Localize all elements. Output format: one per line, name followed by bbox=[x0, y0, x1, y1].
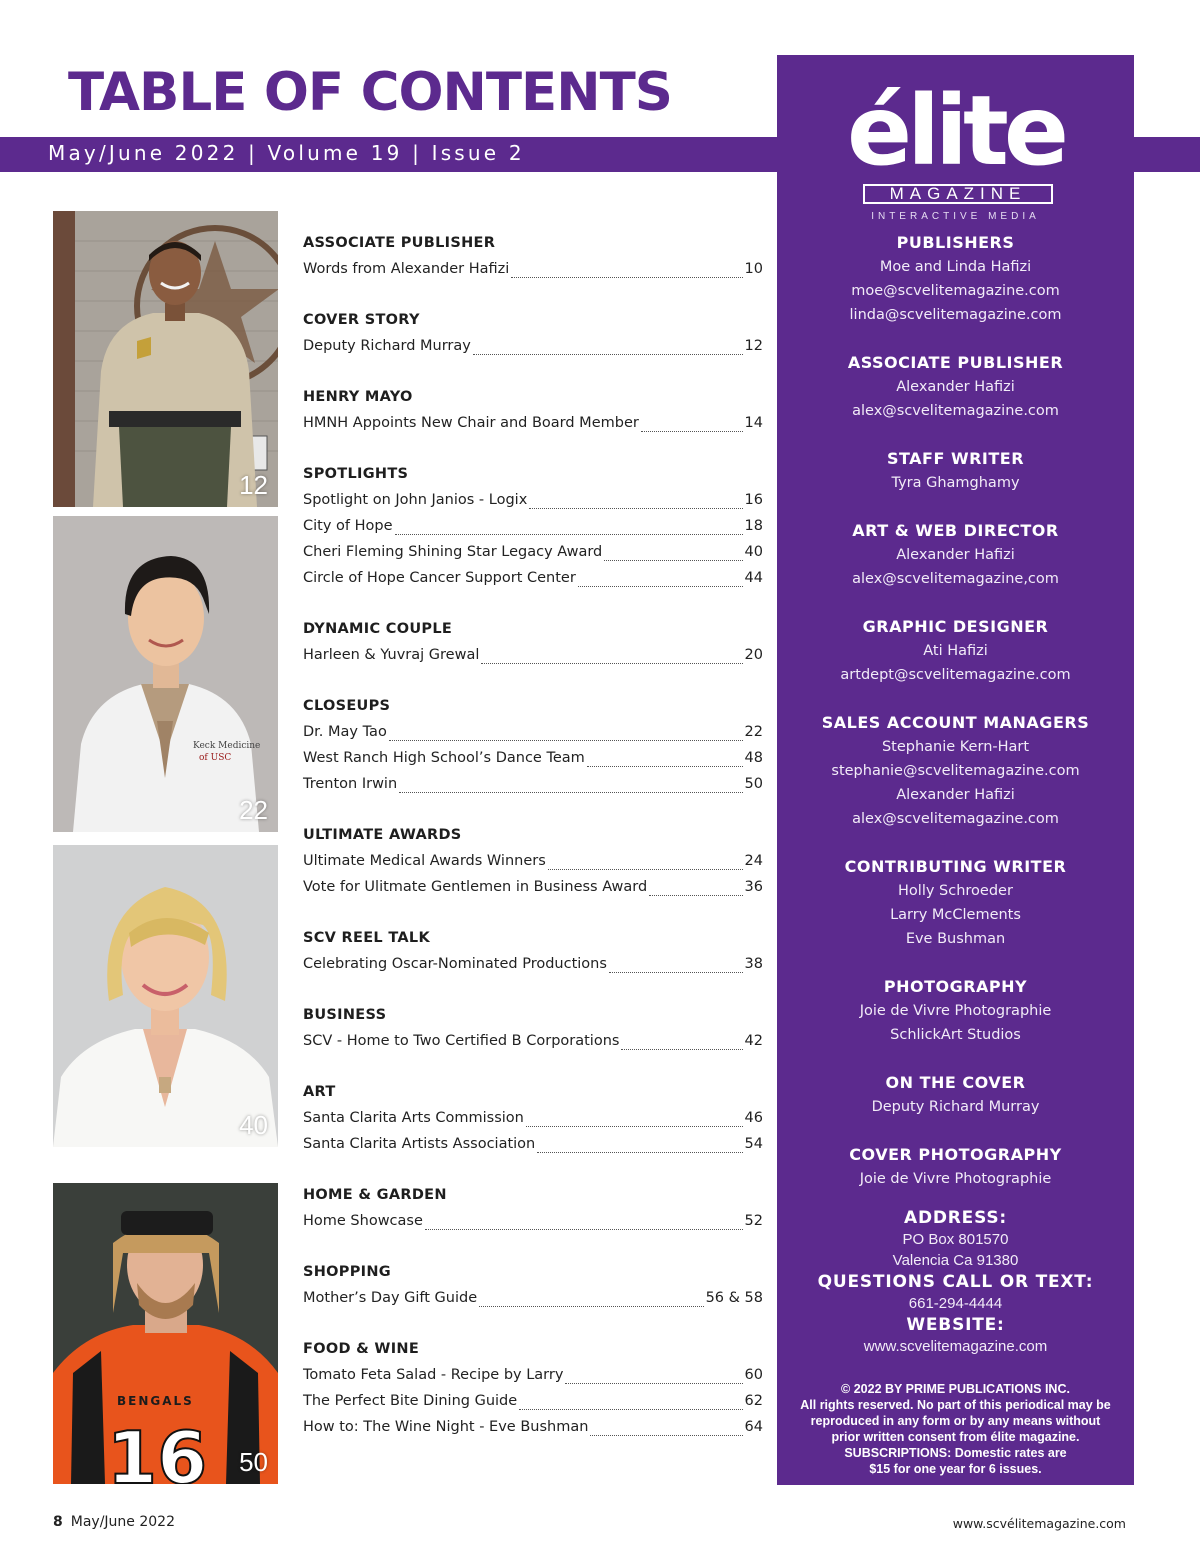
dot-leader bbox=[425, 1229, 743, 1230]
toc-section-heading: ULTIMATE AWARDS bbox=[303, 827, 462, 843]
toc-entry-title: HMNH Appoints New Chair and Board Member bbox=[303, 415, 639, 431]
legal-line: SUBSCRIPTIONS: Domestic rates are bbox=[844, 1446, 1067, 1460]
contact-info bbox=[777, 1207, 1134, 1357]
legal-line: All rights reserved. No part of this periodical may be bbox=[800, 1398, 1111, 1412]
staff-name: Larry McClements bbox=[890, 907, 1021, 923]
staff-list bbox=[777, 231, 1134, 1191]
toc-entry[interactable] bbox=[303, 1362, 763, 1388]
toc-entry[interactable] bbox=[303, 719, 763, 745]
staff-name: Alexander Hafizi bbox=[896, 787, 1015, 803]
elite-logo bbox=[777, 65, 1134, 222]
toc-entry[interactable] bbox=[303, 745, 763, 771]
toc-entry-title: SCV - Home to Two Certified B Corporations bbox=[303, 1033, 620, 1049]
toc-section-heading: SHOPPING bbox=[303, 1264, 391, 1280]
section-spacer bbox=[303, 797, 763, 822]
dot-leader bbox=[565, 1383, 742, 1384]
dot-leader bbox=[479, 1306, 703, 1307]
staff-name: Ati Hafizi bbox=[923, 643, 988, 659]
legal-line: prior written consent from élite magazine. bbox=[831, 1430, 1080, 1444]
toc-entry-page: 38 bbox=[744, 956, 763, 972]
toc-entry-title: City of Hope bbox=[303, 518, 393, 534]
footer-website: www.scvélitemagazine.com bbox=[952, 1516, 1126, 1531]
toc-entry[interactable] bbox=[303, 333, 763, 359]
dot-leader bbox=[395, 534, 743, 535]
contact-label: ADDRESS: bbox=[903, 1208, 1007, 1228]
dot-leader bbox=[548, 869, 743, 870]
toc-entry[interactable] bbox=[303, 539, 763, 565]
toc-entry[interactable] bbox=[303, 951, 763, 977]
staff-name: Joie de Vivre Photographie bbox=[859, 1171, 1052, 1187]
dot-leader bbox=[481, 663, 742, 664]
toc-entry[interactable] bbox=[303, 1028, 763, 1054]
photo-doctor bbox=[53, 516, 278, 832]
svg-text:Keck Medicine: Keck Medicine bbox=[193, 741, 261, 751]
staff-email[interactable]: artdept@scvelitemagazine.com bbox=[840, 667, 1071, 683]
contact-value: PO Box 801570 bbox=[902, 1231, 1009, 1248]
toc-section-heading: HENRY MAYO bbox=[303, 389, 413, 405]
dot-leader bbox=[399, 792, 742, 793]
toc-entry[interactable] bbox=[303, 410, 763, 436]
toc-entry-page: 44 bbox=[744, 570, 763, 586]
toc-entry[interactable] bbox=[303, 1105, 763, 1131]
staff-email[interactable]: linda@scvelitemagazine.com bbox=[849, 307, 1062, 323]
photo-woman bbox=[53, 845, 278, 1147]
masthead-sidebar bbox=[777, 55, 1134, 1485]
section-spacer bbox=[303, 591, 763, 616]
toc-entry-title: Dr. May Tao bbox=[303, 724, 387, 740]
page-number: 8 bbox=[53, 1514, 63, 1530]
section-spacer bbox=[303, 668, 763, 693]
toc-entry-title: Words from Alexander Hafizi bbox=[303, 261, 510, 277]
staff-spacer bbox=[777, 591, 1134, 615]
section-spacer bbox=[303, 436, 763, 461]
contact-value: Valencia Ca 91380 bbox=[892, 1252, 1019, 1269]
staff-spacer bbox=[777, 327, 1134, 351]
svg-text:BENGALS: BENGALS bbox=[117, 1394, 194, 1408]
photo-page-number: 40 bbox=[239, 1110, 268, 1140]
dot-leader bbox=[590, 1435, 742, 1436]
dot-leader bbox=[609, 972, 743, 973]
issue-line: May/June 2022 | Volume 19 | Issue 2 bbox=[48, 141, 525, 165]
dot-leader bbox=[604, 560, 742, 561]
toc-entry-page: 56 & 58 bbox=[705, 1290, 763, 1306]
toc-section-heading: ASSOCIATE PUBLISHER bbox=[303, 235, 496, 251]
section-spacer bbox=[303, 1157, 763, 1182]
toc-entry-page: 10 bbox=[744, 261, 763, 277]
contact-value[interactable]: www.scvelitemagazine.com bbox=[863, 1338, 1048, 1355]
dot-leader bbox=[587, 766, 743, 767]
deputy-illustration bbox=[53, 211, 278, 507]
toc-entry-title: Deputy Richard Murray bbox=[303, 338, 471, 354]
toc-entry[interactable] bbox=[303, 487, 763, 513]
staff-role: PHOTOGRAPHY bbox=[883, 977, 1028, 996]
staff-name: Stephanie Kern-Hart bbox=[881, 739, 1030, 755]
photo-football-player bbox=[53, 1183, 278, 1484]
toc-section-heading: DYNAMIC COUPLE bbox=[303, 621, 453, 637]
staff-spacer bbox=[777, 1119, 1134, 1143]
staff-email[interactable]: alex@scvelitemagazine.com bbox=[852, 811, 1059, 827]
staff-role: ART & WEB DIRECTOR bbox=[852, 521, 1059, 540]
toc-entry-title: Tomato Feta Salad - Recipe by Larry bbox=[303, 1367, 564, 1383]
staff-role: STAFF WRITER bbox=[886, 449, 1025, 468]
toc-entry[interactable] bbox=[303, 874, 763, 900]
staff-name: Tyra Ghamghamy bbox=[891, 475, 1020, 491]
toc-entry-page: 40 bbox=[744, 544, 763, 560]
toc-section-heading: SCV REEL TALK bbox=[303, 930, 430, 946]
contact-value: 661-294-4444 bbox=[908, 1295, 1003, 1312]
staff-name: Joie de Vivre Photographie bbox=[859, 1003, 1052, 1019]
toc-entry-page: 50 bbox=[744, 776, 763, 792]
staff-spacer bbox=[777, 495, 1134, 519]
toc-entry-title: Ultimate Medical Awards Winners bbox=[303, 853, 546, 869]
toc-section-heading: CLOSEUPS bbox=[303, 698, 391, 714]
toc-entry-page: 64 bbox=[744, 1419, 763, 1435]
legal-notice bbox=[777, 1381, 1134, 1477]
toc-list bbox=[303, 230, 763, 1440]
toc-entry-title: Cheri Fleming Shining Star Legacy Award bbox=[303, 544, 603, 560]
dot-leader bbox=[473, 354, 743, 355]
toc-entry-page: 12 bbox=[744, 338, 763, 354]
staff-spacer bbox=[777, 831, 1134, 855]
logo-magazine-label: MAGAZINE bbox=[863, 184, 1053, 204]
section-spacer bbox=[303, 359, 763, 384]
contact-label: QUESTIONS CALL OR TEXT: bbox=[817, 1272, 1094, 1292]
logo-tagline: INTERACTIVE MEDIA bbox=[871, 211, 1040, 222]
svg-text:of USC: of USC bbox=[199, 753, 232, 763]
toc-entry-title: Spotlight on John Janios - Logix bbox=[303, 492, 528, 508]
dot-leader bbox=[389, 740, 743, 741]
staff-name: SchlickArt Studios bbox=[890, 1027, 1021, 1043]
staff-email[interactable]: moe@scvelitemagazine.com bbox=[851, 283, 1060, 299]
section-spacer bbox=[303, 282, 763, 307]
staff-role: COVER PHOTOGRAPHY bbox=[849, 1145, 1062, 1164]
staff-spacer bbox=[777, 687, 1134, 711]
toc-entry-title: Santa Clarita Arts Commission bbox=[303, 1110, 524, 1126]
section-spacer bbox=[303, 1234, 763, 1259]
toc-section-heading: BUSINESS bbox=[303, 1007, 387, 1023]
toc-entry-page: 60 bbox=[744, 1367, 763, 1383]
toc-section-heading: COVER STORY bbox=[303, 312, 420, 328]
photo-page-number: 22 bbox=[239, 795, 268, 825]
section-spacer bbox=[303, 977, 763, 1002]
toc-entry[interactable] bbox=[303, 848, 763, 874]
toc-entry-title: How to: The Wine Night - Eve Bushman bbox=[303, 1419, 589, 1435]
dot-leader bbox=[641, 431, 743, 432]
football-player-illustration bbox=[53, 1183, 278, 1484]
toc-section-heading: HOME & GARDEN bbox=[303, 1187, 447, 1203]
footer-issue: May/June 2022 bbox=[70, 1514, 175, 1530]
toc-entry-page: 18 bbox=[744, 518, 763, 534]
section-spacer bbox=[303, 1311, 763, 1336]
toc-entry-title: Home Showcase bbox=[303, 1213, 423, 1229]
toc-entry[interactable] bbox=[303, 1208, 763, 1234]
contact-label: WEBSITE: bbox=[906, 1315, 1005, 1335]
doctor-illustration bbox=[53, 516, 278, 832]
toc-entry[interactable] bbox=[303, 1131, 763, 1157]
section-spacer bbox=[303, 900, 763, 925]
toc-entry-page: 48 bbox=[744, 750, 763, 766]
staff-spacer bbox=[777, 1047, 1134, 1071]
page-title: TABLE OF CONTENTS bbox=[68, 62, 672, 123]
toc-entry-page: 24 bbox=[744, 853, 763, 869]
dot-leader bbox=[578, 586, 743, 587]
toc-entry[interactable] bbox=[303, 1285, 763, 1311]
staff-role: GRAPHIC DESIGNER bbox=[862, 617, 1049, 636]
staff-email[interactable]: stephanie@scvelitemagazine.com bbox=[831, 763, 1080, 779]
photo-page-number: 50 bbox=[239, 1447, 268, 1477]
staff-role: ON THE COVER bbox=[885, 1073, 1026, 1092]
dot-leader bbox=[511, 277, 742, 278]
toc-entry-title: Vote for Ulitmate Gentlemen in Business Award bbox=[303, 879, 648, 895]
toc-entry-page: 20 bbox=[744, 647, 763, 663]
staff-name: Alexander Hafizi bbox=[896, 547, 1015, 563]
toc-entry-title: Circle of Hope Cancer Support Center bbox=[303, 570, 576, 586]
toc-entry-page: 42 bbox=[744, 1033, 763, 1049]
toc-entry-page: 36 bbox=[744, 879, 763, 895]
svg-text:16: 16 bbox=[107, 1416, 208, 1484]
toc-section-heading: FOOD & WINE bbox=[303, 1341, 420, 1357]
toc-entry[interactable] bbox=[303, 513, 763, 539]
woman-illustration bbox=[53, 845, 278, 1147]
toc-entry-title: Santa Clarita Artists Association bbox=[303, 1136, 536, 1152]
legal-line: © 2022 BY PRIME PUBLICATIONS INC. bbox=[841, 1382, 1070, 1396]
staff-name: Alexander Hafizi bbox=[896, 379, 1015, 395]
dot-leader bbox=[526, 1126, 743, 1127]
staff-name: Deputy Richard Murray bbox=[871, 1099, 1040, 1115]
section-spacer bbox=[303, 1054, 763, 1079]
photo-page-number: 12 bbox=[239, 470, 268, 500]
staff-email[interactable]: alex@scvelitemagazine,com bbox=[852, 571, 1059, 587]
toc-section-heading: ART bbox=[303, 1084, 336, 1100]
dot-leader bbox=[519, 1409, 742, 1410]
toc-entry-page: 16 bbox=[744, 492, 763, 508]
toc-entry[interactable] bbox=[303, 642, 763, 668]
toc-entry[interactable] bbox=[303, 1414, 763, 1440]
toc-entry[interactable] bbox=[303, 1388, 763, 1414]
toc-entry-title: Celebrating Oscar-Nominated Productions bbox=[303, 956, 607, 972]
toc-entry-title: West Ranch High School’s Dance Team bbox=[303, 750, 585, 766]
staff-role: SALES ACCOUNT MANAGERS bbox=[821, 713, 1090, 732]
staff-role: CONTRIBUTING WRITER bbox=[844, 857, 1067, 876]
toc-entry-page: 62 bbox=[744, 1393, 763, 1409]
dot-leader bbox=[649, 895, 742, 896]
staff-name: Moe and Linda Hafizi bbox=[879, 259, 1032, 275]
toc-entry-title: Trenton Irwin bbox=[303, 776, 398, 792]
dot-leader bbox=[537, 1152, 742, 1153]
toc-entry-page: 14 bbox=[744, 415, 763, 431]
staff-spacer bbox=[777, 951, 1134, 975]
toc-entry[interactable] bbox=[303, 256, 763, 282]
staff-spacer bbox=[777, 423, 1134, 447]
legal-line: $15 for one year for 6 issues. bbox=[869, 1462, 1042, 1476]
staff-role: PUBLISHERS bbox=[896, 233, 1015, 252]
toc-entry[interactable] bbox=[303, 565, 763, 591]
toc-entry-title: The Perfect Bite Dining Guide bbox=[303, 1393, 518, 1409]
toc-entry-title: Mother’s Day Gift Guide bbox=[303, 1290, 478, 1306]
footer-left bbox=[53, 1514, 175, 1530]
dot-leader bbox=[529, 508, 742, 509]
staff-role: ASSOCIATE PUBLISHER bbox=[847, 353, 1064, 372]
legal-line: reproduced in any form or by any means without bbox=[810, 1414, 1101, 1428]
toc-entry-page: 22 bbox=[744, 724, 763, 740]
staff-name: Eve Bushman bbox=[905, 931, 1006, 947]
toc-entry-page: 54 bbox=[744, 1136, 763, 1152]
staff-email[interactable]: alex@scvelitemagazine.com bbox=[852, 403, 1059, 419]
staff-name: Holly Schroeder bbox=[898, 883, 1013, 899]
photo-deputy bbox=[53, 211, 278, 507]
toc-entry-page: 46 bbox=[744, 1110, 763, 1126]
toc-entry-page: 52 bbox=[744, 1213, 763, 1229]
logo-wordmark: élite bbox=[847, 75, 1064, 187]
toc-entry-title: Harleen & Yuvraj Grewal bbox=[303, 647, 480, 663]
toc-section-heading: SPOTLIGHTS bbox=[303, 466, 409, 482]
toc-entry[interactable] bbox=[303, 771, 763, 797]
dot-leader bbox=[621, 1049, 742, 1050]
